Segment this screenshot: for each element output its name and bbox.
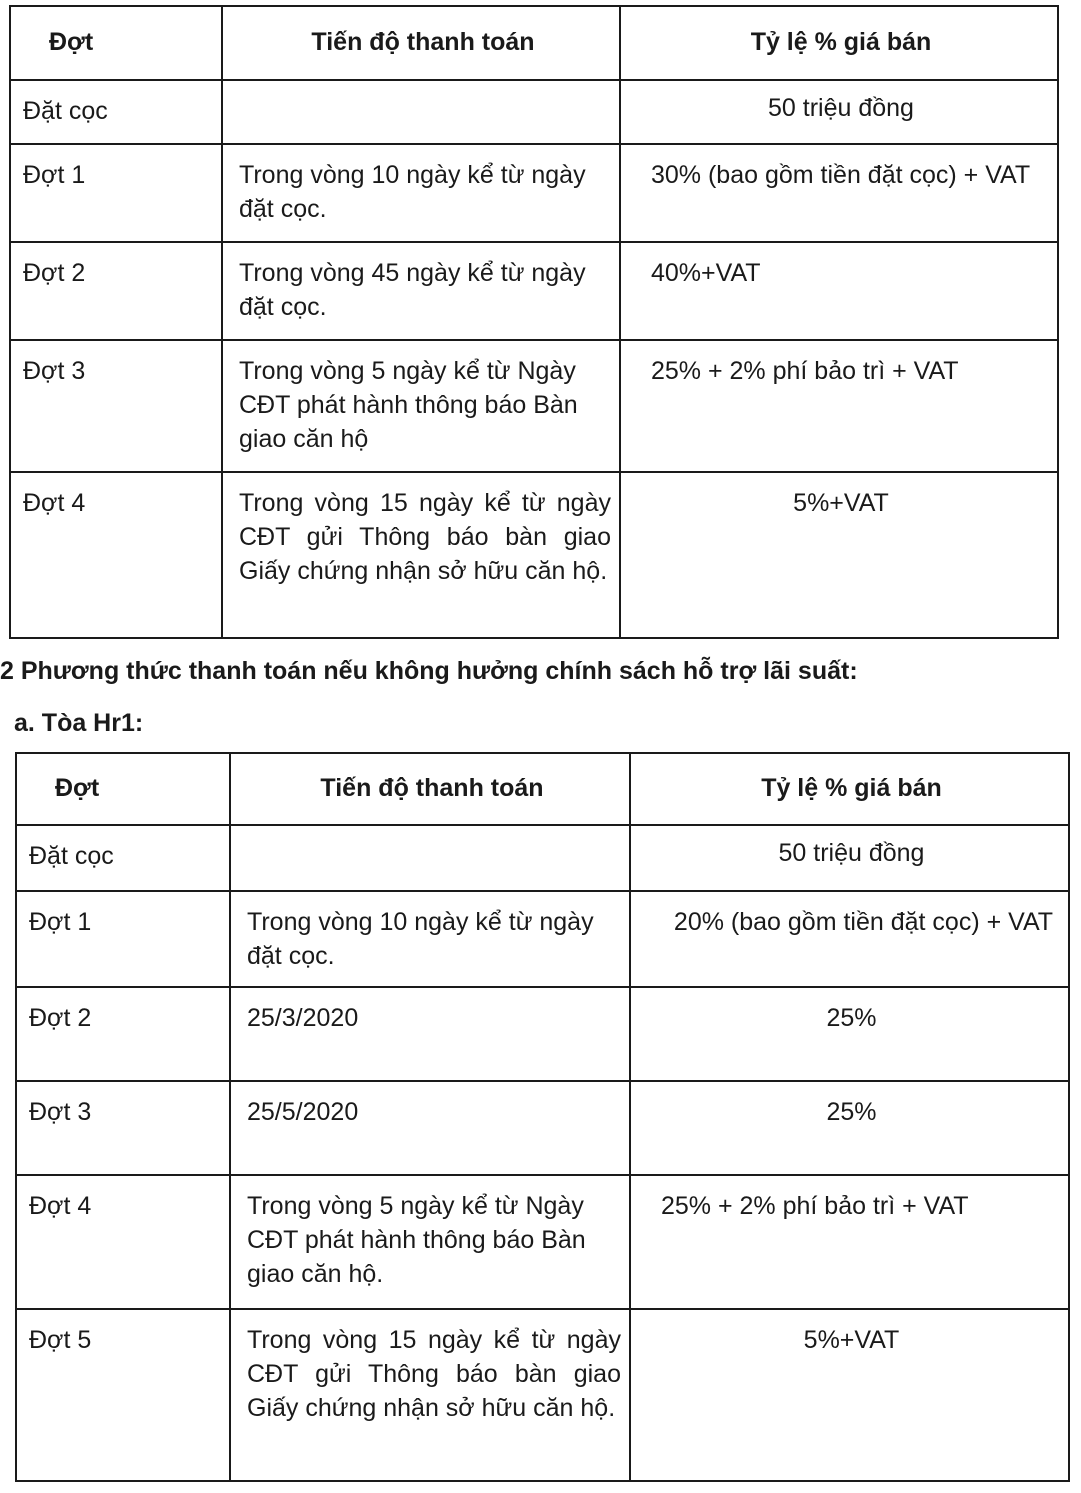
stage-cell: Đặt cọc (10, 80, 222, 144)
header-progress: Tiến độ thanh toán (222, 6, 620, 80)
stage-cell: Đợt 4 (16, 1175, 230, 1309)
table-row (10, 80, 1058, 144)
table-header-row (10, 6, 1058, 80)
ratio-cell: 25% (630, 1081, 1069, 1175)
progress-cell: Trong vòng 5 ngày kể từ Ngày CĐT phát hành thông báo Bàn giao căn hộ. (230, 1175, 630, 1309)
table-row (10, 144, 1058, 242)
table-row (16, 825, 1069, 891)
table-row (16, 1175, 1069, 1309)
header-stage: Đợt (10, 6, 222, 80)
stage-cell: Đợt 1 (10, 144, 222, 242)
payment-schedule-table-1 (9, 5, 1059, 639)
stage-cell: Đợt 5 (16, 1309, 230, 1481)
progress-cell (222, 80, 620, 144)
header-ratio: Tỷ lệ % giá bán (620, 6, 1058, 80)
ratio-cell: 40%+VAT (620, 242, 1058, 340)
progress-cell: Trong vòng 45 ngày kể từ ngày đặt cọc. (222, 242, 620, 340)
stage-cell: Đợt 2 (10, 242, 222, 340)
ratio-cell: 5%+VAT (620, 472, 1058, 638)
ratio-cell: 50 triệu đồng (630, 825, 1069, 891)
ratio-cell: 25% + 2% phí bảo trì + VAT (620, 340, 1058, 472)
ratio-cell: 20% (bao gồm tiền đặt cọc) + VAT (630, 891, 1069, 987)
ratio-cell: 50 triệu đồng (620, 80, 1058, 144)
progress-cell: Trong vòng 15 ngày kể từ ngày CĐT gửi Thông báo bàn giao Giấy chứng nhận sở hữu căn hộ. (230, 1309, 630, 1481)
table-row (16, 987, 1069, 1081)
progress-cell: Trong vòng 10 ngày kể từ ngày đặt cọc. (222, 144, 620, 242)
table-row (10, 472, 1058, 638)
table-row (16, 1081, 1069, 1175)
table-row (16, 1309, 1069, 1481)
stage-cell: Đợt 4 (10, 472, 222, 638)
ratio-cell: 25% (630, 987, 1069, 1081)
progress-cell: Trong vòng 5 ngày kể từ Ngày CĐT phát hành thông báo Bàn giao căn hộ (222, 340, 620, 472)
progress-cell (230, 825, 630, 891)
ratio-cell: 5%+VAT (630, 1309, 1069, 1481)
progress-cell: Trong vòng 15 ngày kể từ ngày CĐT gửi Thông báo bàn giao Giấy chứng nhận sở hữu căn hộ. (222, 472, 620, 638)
subheading-building: a. Tòa Hr1: (14, 709, 144, 737)
payment-schedule-table-2 (15, 752, 1070, 1482)
stage-cell: Đợt 3 (10, 340, 222, 472)
stage-cell: Đợt 1 (16, 891, 230, 987)
table-row (10, 340, 1058, 472)
stage-cell: Đợt 3 (16, 1081, 230, 1175)
progress-cell: 25/5/2020 (230, 1081, 630, 1175)
header-stage: Đợt (16, 753, 230, 825)
header-progress: Tiến độ thanh toán (230, 753, 630, 825)
ratio-cell: 30% (bao gồm tiền đặt cọc) + VAT (620, 144, 1058, 242)
section-heading: 2 Phương thức thanh toán nếu không hưởng chính sách hỗ trợ lãi suất: (0, 657, 858, 685)
stage-cell: Đợt 2 (16, 987, 230, 1081)
ratio-cell: 25% + 2% phí bảo trì + VAT (630, 1175, 1069, 1309)
table-row (10, 242, 1058, 340)
progress-cell: 25/3/2020 (230, 987, 630, 1081)
table-row (16, 891, 1069, 987)
stage-cell: Đặt cọc (16, 825, 230, 891)
table-header-row (16, 753, 1069, 825)
header-ratio: Tỷ lệ % giá bán (630, 753, 1069, 825)
progress-cell: Trong vòng 10 ngày kể từ ngày đặt cọc. (230, 891, 630, 987)
